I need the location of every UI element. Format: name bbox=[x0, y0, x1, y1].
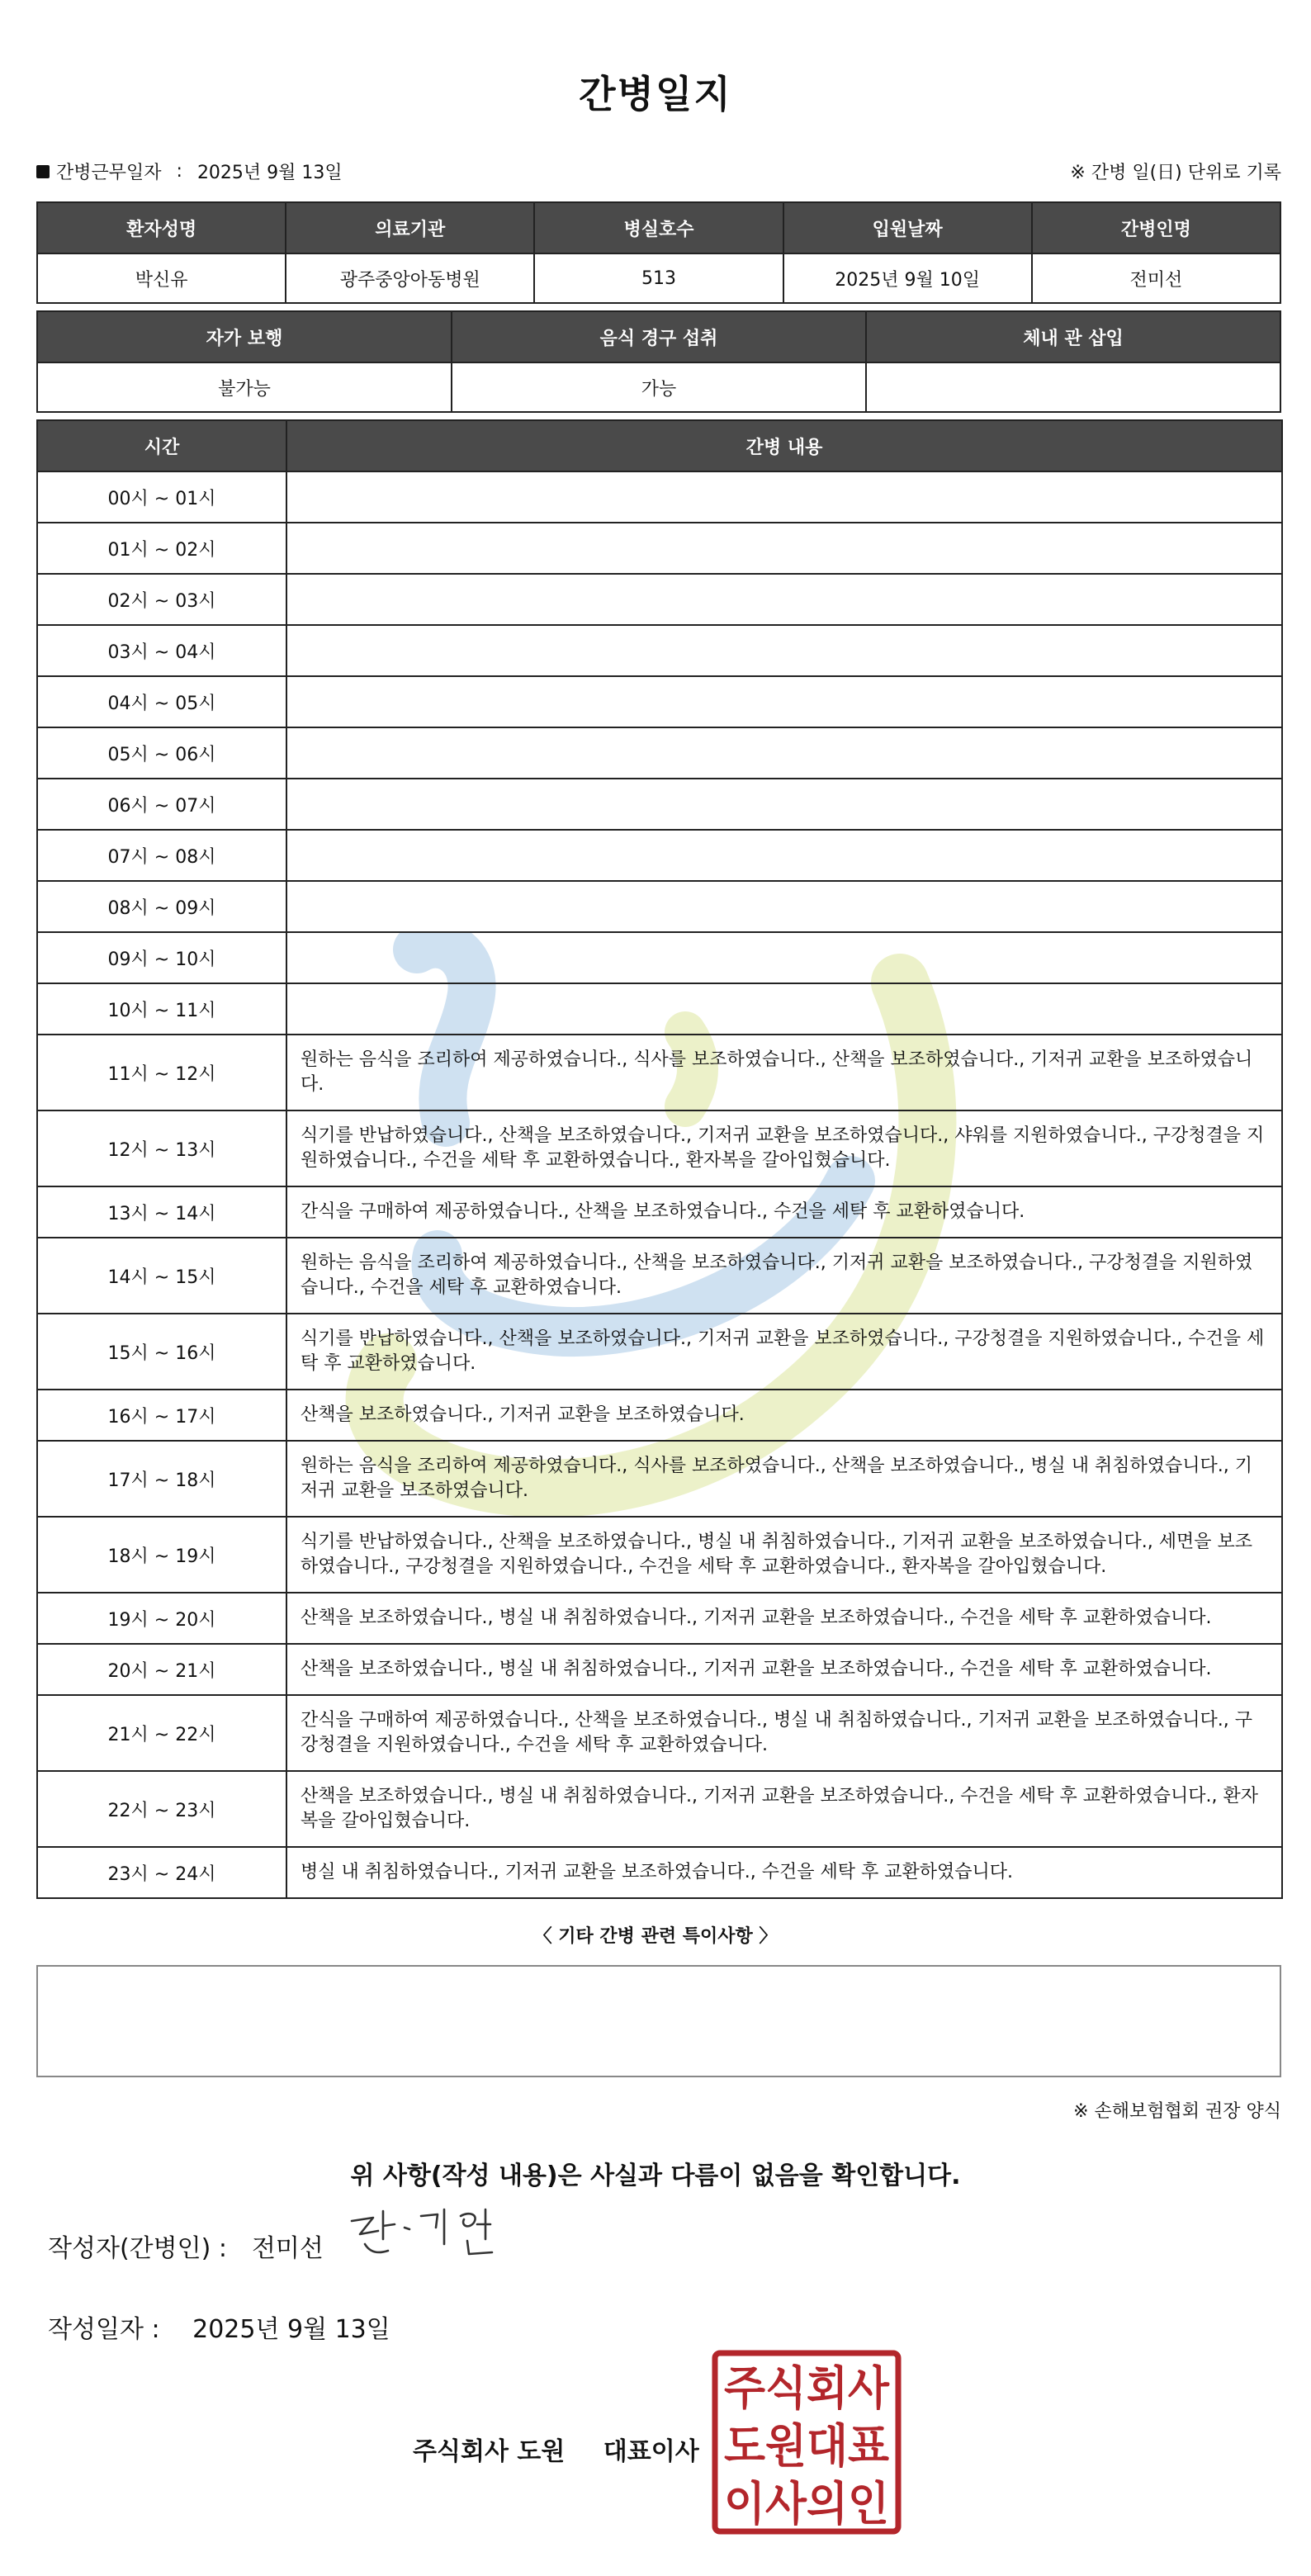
header-self-walking: 자가 보행 bbox=[37, 311, 452, 362]
written-date-value: 2025년 9월 13일 bbox=[192, 2315, 390, 2344]
writer-row bbox=[48, 2223, 502, 2269]
work-date-label: 간병근무일자 bbox=[56, 163, 162, 183]
time-cell: 20시 ~ 21시 bbox=[37, 1644, 286, 1695]
time-cell: 07시 ~ 08시 bbox=[37, 830, 286, 881]
time-cell: 05시 ~ 06시 bbox=[37, 727, 286, 779]
table-row bbox=[37, 983, 1282, 1035]
table-row bbox=[37, 1644, 1282, 1695]
header-admission-date: 입원날짜 bbox=[783, 202, 1032, 253]
patient-info-table bbox=[36, 201, 1281, 304]
table-row bbox=[37, 471, 1282, 523]
time-cell: 10시 ~ 11시 bbox=[37, 983, 286, 1035]
writer-label: 작성자(간병인) : bbox=[48, 2234, 227, 2263]
content-cell: 원하는 음식을 조리하여 제공하였습니다., 식사를 보조하였습니다., 산책을 보조하였습니다., 기저귀 교환을 보조하였습니다. bbox=[286, 1035, 1282, 1110]
content-cell bbox=[286, 625, 1282, 676]
time-cell: 09시 ~ 10시 bbox=[37, 932, 286, 983]
content-cell: 원하는 음식을 조리하여 제공하였습니다., 식사를 보조하였습니다., 산책을 보조하였습니다., 병실 내 취침하였습니다., 기저귀 교환을 보조하였습니다. bbox=[286, 1441, 1282, 1517]
time-cell: 00시 ~ 01시 bbox=[37, 471, 286, 523]
header-room: 병실호수 bbox=[534, 202, 783, 253]
written-date-row bbox=[48, 2308, 390, 2345]
header-patient-name: 환자성명 bbox=[37, 202, 286, 253]
content-cell: 식기를 반납하였습니다., 산책을 보조하였습니다., 병실 내 취침하였습니다., 기저귀 교환을 보조하였습니다., 세면을 보조하였습니다., 구강청결을 지원하였습니다., 수건을 세탁 후 교환하였습니다., 환자복을 갈아입혔습니다. bbox=[286, 1517, 1282, 1593]
header-caregiver: 간병인명 bbox=[1032, 202, 1280, 253]
content-cell: 병실 내 취침하였습니다., 기저귀 교환을 보조하였습니다., 수건을 세탁 후 교환하였습니다. bbox=[286, 1847, 1282, 1898]
bullet-square-icon bbox=[36, 165, 50, 178]
table-row bbox=[37, 1035, 1282, 1110]
table-row bbox=[37, 1390, 1282, 1441]
table-row bbox=[37, 1441, 1282, 1517]
table-row bbox=[37, 676, 1282, 727]
handwritten-signature bbox=[345, 2203, 502, 2269]
admission-date: 2025년 9월 10일 bbox=[783, 253, 1032, 303]
svg-text:이사의인: 이사의인 bbox=[724, 2478, 889, 2531]
content-cell: 산책을 보조하였습니다., 기저귀 교환을 보조하였습니다. bbox=[286, 1390, 1282, 1441]
time-cell: 16시 ~ 17시 bbox=[37, 1390, 286, 1441]
content-cell: 산책을 보조하였습니다., 병실 내 취침하였습니다., 기저귀 교환을 보조하였습니다., 수건을 세탁 후 교환하였습니다., 환자복을 갈아입혔습니다. bbox=[286, 1771, 1282, 1847]
work-date-separator: : bbox=[176, 161, 182, 182]
time-cell: 15시 ~ 16시 bbox=[37, 1314, 286, 1390]
patient-info-header-row bbox=[37, 202, 1280, 253]
time-cell: 03시 ~ 04시 bbox=[37, 625, 286, 676]
patient-status-header-row bbox=[37, 311, 1280, 362]
table-row bbox=[37, 727, 1282, 779]
svg-text:주식회사: 주식회사 bbox=[724, 2362, 890, 2416]
header-time: 시간 bbox=[37, 420, 286, 471]
content-cell: 원하는 음식을 조리하여 제공하였습니다., 산책을 보조하였습니다., 기저귀 교환을 보조하였습니다., 구강청결을 지원하였습니다., 수건을 세탁 후 교환하였습니다. bbox=[286, 1238, 1282, 1314]
patient-name: 박신유 bbox=[37, 253, 286, 303]
table-row bbox=[37, 523, 1282, 574]
table-row bbox=[37, 574, 1282, 625]
content-cell: 식기를 반납하였습니다., 산책을 보조하였습니다., 기저귀 교환을 보조하였습니다., 구강청결을 지원하였습니다., 수건을 세탁 후 교환하였습니다. bbox=[286, 1314, 1282, 1390]
content-cell bbox=[286, 779, 1282, 830]
table-row bbox=[37, 1314, 1282, 1390]
table-row bbox=[37, 1695, 1282, 1771]
company-block bbox=[413, 2431, 699, 2467]
content-cell bbox=[286, 727, 1282, 779]
content-cell bbox=[286, 932, 1282, 983]
time-cell: 12시 ~ 13시 bbox=[37, 1110, 286, 1186]
table-row bbox=[37, 1238, 1282, 1314]
header-oral-intake: 음식 경구 섭취 bbox=[452, 311, 866, 362]
patient-status-value-row bbox=[37, 362, 1280, 412]
content-cell bbox=[286, 983, 1282, 1035]
time-cell: 04시 ~ 05시 bbox=[37, 676, 286, 727]
content-cell: 간식을 구매하여 제공하였습니다., 산책을 보조하였습니다., 수건을 세탁 후 교환하였습니다. bbox=[286, 1186, 1282, 1238]
time-cell: 11시 ~ 12시 bbox=[37, 1035, 286, 1110]
care-log-header-row bbox=[37, 420, 1282, 471]
content-cell: 산책을 보조하였습니다., 병실 내 취침하였습니다., 기저귀 교환을 보조하였습니다., 수건을 세탁 후 교환하였습니다. bbox=[286, 1644, 1282, 1695]
table-row bbox=[37, 779, 1282, 830]
content-cell bbox=[286, 574, 1282, 625]
header-tube-insertion: 체내 관 삽입 bbox=[866, 311, 1280, 362]
time-cell: 01시 ~ 02시 bbox=[37, 523, 286, 574]
writer-name: 전미선 bbox=[251, 2234, 324, 2263]
form-note: ※ 손해보험협회 권장 양식 bbox=[1073, 2101, 1281, 2122]
unit-note: ※ 간병 일(日) 단위로 기록 bbox=[1070, 163, 1281, 183]
table-row bbox=[37, 1771, 1282, 1847]
oral-intake-value: 가능 bbox=[452, 362, 866, 412]
work-date-value: 2025년 9월 13일 bbox=[196, 163, 343, 183]
time-cell: 18시 ~ 19시 bbox=[37, 1517, 286, 1593]
care-log-table bbox=[36, 419, 1283, 1899]
meta-row bbox=[36, 159, 1281, 188]
caregiver-name: 전미선 bbox=[1032, 253, 1280, 303]
content-cell: 산책을 보조하였습니다., 병실 내 취침하였습니다., 기저귀 교환을 보조하였습니다., 수건을 세탁 후 교환하였습니다. bbox=[286, 1593, 1282, 1644]
table-row bbox=[37, 830, 1282, 881]
time-cell: 23시 ~ 24시 bbox=[37, 1847, 286, 1898]
content-cell bbox=[286, 881, 1282, 932]
time-cell: 19시 ~ 20시 bbox=[37, 1593, 286, 1644]
company-name: 주식회사 도원 bbox=[413, 2437, 566, 2466]
tube-insertion-value bbox=[866, 362, 1280, 412]
confirmation-statement: 위 사항(작성 내용)은 사실과 다름이 없음을 확인합니다. bbox=[350, 2162, 961, 2190]
time-cell: 13시 ~ 14시 bbox=[37, 1186, 286, 1238]
content-cell: 간식을 구매하여 제공하였습니다., 산책을 보조하였습니다., 병실 내 취침하였습니다., 기저귀 교환을 보조하였습니다., 구강청결을 지원하였습니다., 수건을 세탁 후 교환하였습니다. bbox=[286, 1695, 1282, 1771]
header-hospital: 의료기관 bbox=[286, 202, 534, 253]
table-row bbox=[37, 1593, 1282, 1644]
table-row bbox=[37, 1847, 1282, 1898]
work-date bbox=[36, 159, 343, 184]
table-row bbox=[37, 1186, 1282, 1238]
company-seal-stamp bbox=[712, 2350, 902, 2535]
time-cell: 21시 ~ 22시 bbox=[37, 1695, 286, 1771]
time-cell: 06시 ~ 07시 bbox=[37, 779, 286, 830]
patient-status-table bbox=[36, 310, 1281, 413]
time-cell: 02시 ~ 03시 bbox=[37, 574, 286, 625]
content-cell bbox=[286, 523, 1282, 574]
self-walking-value: 불가능 bbox=[37, 362, 452, 412]
patient-info-value-row bbox=[37, 253, 1280, 303]
time-cell: 22시 ~ 23시 bbox=[37, 1771, 286, 1847]
content-cell bbox=[286, 471, 1282, 523]
table-row bbox=[37, 881, 1282, 932]
table-row bbox=[37, 1517, 1282, 1593]
svg-text:도원대표: 도원대표 bbox=[724, 2420, 889, 2474]
written-date-label: 작성일자 : bbox=[48, 2315, 160, 2344]
notes-box bbox=[36, 1965, 1281, 2077]
header-care-content: 간병 내용 bbox=[286, 420, 1282, 471]
content-cell bbox=[286, 830, 1282, 881]
content-cell bbox=[286, 676, 1282, 727]
time-cell: 08시 ~ 09시 bbox=[37, 881, 286, 932]
table-row bbox=[37, 932, 1282, 983]
table-row bbox=[37, 1110, 1282, 1186]
page-title: 간병일지 bbox=[579, 72, 732, 116]
hospital-name: 광주중앙아동병원 bbox=[286, 253, 534, 303]
content-cell: 식기를 반납하였습니다., 산책을 보조하였습니다., 기저귀 교환을 보조하였습니다., 샤워를 지원하였습니다., 구강청결을 지원하였습니다., 수건을 세탁 후 교환하였습니다., 환자복을 갈아입혔습니다. bbox=[286, 1110, 1282, 1186]
time-cell: 14시 ~ 15시 bbox=[37, 1238, 286, 1314]
table-row bbox=[37, 625, 1282, 676]
room-number: 513 bbox=[534, 253, 783, 303]
company-representative-title: 대표이사 bbox=[603, 2437, 699, 2466]
notes-heading: 〈 기타 간병 관련 특이사항 〉 bbox=[533, 1926, 778, 1947]
time-cell: 17시 ~ 18시 bbox=[37, 1441, 286, 1517]
